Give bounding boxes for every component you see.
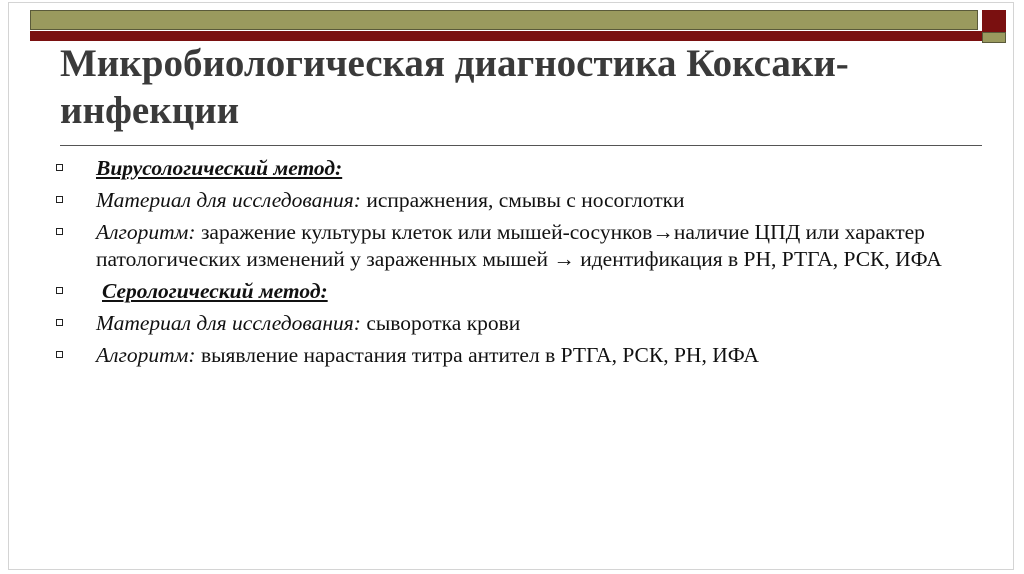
corner-olive-square — [982, 32, 1006, 43]
item-label: Материал для исследования: — [96, 311, 361, 335]
item-label: Алгоритм: — [96, 220, 196, 244]
square-bullet-icon — [56, 319, 63, 326]
item-label: Алгоритм: — [96, 343, 196, 367]
corner-red-square — [982, 10, 1006, 31]
bullet-list — [56, 155, 956, 374]
method-heading: Серологический метод: — [102, 279, 328, 303]
bullet-virological-algorithm — [56, 219, 956, 273]
square-bullet-icon — [56, 164, 63, 171]
item-text: испражнения, смывы с носоглотки — [360, 188, 685, 212]
bullet-serological-material — [56, 310, 956, 337]
header-olive-bar — [30, 10, 978, 30]
method-heading: Вирусологический метод: — [96, 156, 343, 180]
square-bullet-icon — [56, 196, 63, 203]
square-bullet-icon — [56, 351, 63, 358]
item-text: выявление нарастания титра антител в РТГА, РСК, РН, ИФА — [195, 343, 759, 367]
title-divider — [60, 145, 982, 146]
slide-title: Микробиологическая диагностика Коксаки-инфекции — [60, 42, 849, 132]
bullet-serological-algorithm — [56, 342, 956, 369]
square-bullet-icon — [56, 228, 63, 235]
bullet-virological-material — [56, 187, 956, 214]
item-text: сыворотка крови — [360, 311, 521, 335]
item-text: заражение культуры клеток или мышей-сосунков→наличие ЦПД или характер патологических изменений у зараженных мышей → идентификация в РН, РТГА, РСК, ИФА — [96, 220, 942, 271]
bullet-virological-method — [56, 155, 956, 182]
square-bullet-icon — [56, 287, 63, 294]
bullet-serological-method — [56, 278, 956, 305]
item-label: Материал для исследования: — [96, 188, 361, 212]
